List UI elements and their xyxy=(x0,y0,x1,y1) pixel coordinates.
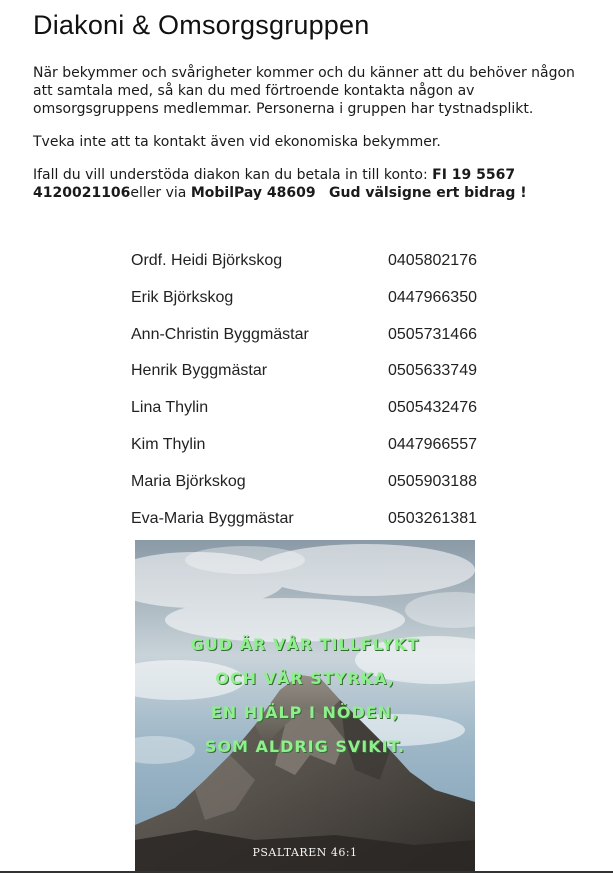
verse-line: EN HJÄLP I NÖDEN, xyxy=(210,703,400,722)
contact-row xyxy=(131,318,531,355)
contact-name: Henrik Byggmästar xyxy=(131,362,268,380)
support-paragraph xyxy=(33,166,593,202)
contact-list xyxy=(131,244,531,538)
verse-image xyxy=(135,540,475,871)
verse-text xyxy=(135,628,475,764)
contact-name: Ordf. Heidi Björkskog xyxy=(131,252,283,269)
support-spacer xyxy=(316,185,329,201)
verse-line: GUD ÄR VÅR TILLFLYKT xyxy=(190,635,420,654)
contact-phone: 0405802176 xyxy=(388,252,477,269)
verse-line: OCH VÅR STYRKA, xyxy=(215,669,395,688)
support-middle: eller via xyxy=(130,185,191,201)
contact-name: Eva-Maria Byggmästar xyxy=(131,509,294,527)
contact-name: Lina Thylin xyxy=(131,399,209,417)
contact-phone: 0505903188 xyxy=(388,472,477,490)
contact-row xyxy=(131,354,531,391)
contact-row xyxy=(131,465,531,502)
mobilepay-number: MobilPay 48609 xyxy=(190,185,316,201)
verse-reference: PSALTAREN 46:1 xyxy=(252,846,358,859)
page-title: Diakoni & Omsorgsgruppen xyxy=(33,10,370,40)
contact-row xyxy=(131,391,531,428)
contact-name: Kim Thylin xyxy=(131,435,206,453)
contact-name: Ann-Christin Byggmästar xyxy=(131,325,309,343)
contact-row xyxy=(131,502,531,539)
contact-row xyxy=(131,281,531,318)
contact-row xyxy=(131,244,531,281)
account-number: FI 19 5567 4120021106 xyxy=(33,167,516,201)
contact-name: Maria Björkskog xyxy=(131,472,246,490)
blessing-text: Gud välsigne ert bidrag ! xyxy=(328,185,527,201)
bottom-divider xyxy=(0,871,613,873)
intro-paragraph: När bekymmer och svårigheter kommer och du känner att du behöver någon att samtala med, så kan du med förtroende kontakta någon av omsorgsgruppens medlemmar. Personerna i gruppen har tystnadsplikt. xyxy=(33,65,575,117)
contact-phone: 0505633749 xyxy=(388,362,477,380)
support-prefix: Ifall du vill understöda diakon kan du betala in till konto: xyxy=(33,167,433,183)
economic-paragraph: Tveka inte att ta kontakt även vid ekonomiska bekymmer. xyxy=(33,134,441,150)
contact-phone: 0503261381 xyxy=(388,509,477,527)
contact-row xyxy=(131,428,531,465)
contact-phone: 0505432476 xyxy=(388,399,477,417)
contact-name: Erik Björkskog xyxy=(131,288,234,306)
verse-line: SOM ALDRIG SVIKIT. xyxy=(204,737,406,756)
contact-phone: 0505731466 xyxy=(388,325,477,343)
contact-phone: 0447966350 xyxy=(388,288,477,306)
contact-phone: 0447966557 xyxy=(388,435,477,453)
